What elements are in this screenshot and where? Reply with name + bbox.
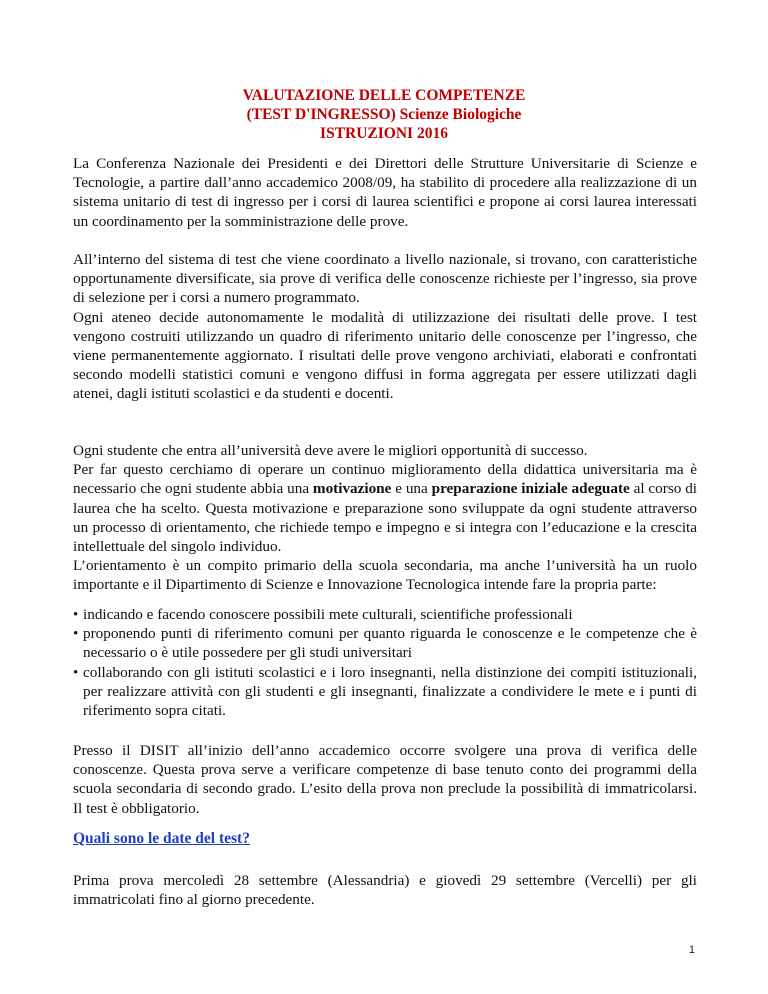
list-item xyxy=(73,605,697,624)
bullet-list xyxy=(73,605,697,720)
paragraph-text: L’orientamento è un compito primario della scuola secondaria, ma anche l’università ha un ruolo importante e il Dipartimento di Scienze e Innovazione Tecnologica intende fare la propria parte: xyxy=(73,557,697,594)
text-span: al corso di laurea che ha scelto. Questa motivazione e preparazione sono sviluppate da ogni studente attraverso un processo di orientamento, che richiede tempo e impegno e si integra con l’educazione e la crescita intellettuale del singolo individuo. xyxy=(73,480,698,556)
list-item-text: collaborando con gli istituti scolastici e i loro insegnanti, nella distinzione dei compiti istituzionali, per realizzare attività con gli studenti e gli insegnanti, finalizzate a condividere le mete e i punti di riferimento sopra citati. xyxy=(83,663,697,720)
bullet-icon: • xyxy=(73,606,79,623)
bullet-icon: • xyxy=(73,663,79,681)
list-item-text: proponendo punti di riferimento comuni per quanto riguarda le conoscenze e le competenze che è necessario o è utile possedere per gli studi universitari xyxy=(83,625,697,662)
paragraph-text: Ogni ateneo decide autonomamente le modalità di utilizzazione dei risultati delle prove. I test vengono costruiti utilizzando un quadro di riferimento unitario delle conoscenze per l’ingresso, che viene permanentemente aggiornato. I risultati delle prove vengono archiviati, elaborati e confrontati secondo modelli statistici comuni e vengono diffusi in forma aggregata per essere utilizzati dagli atenei, dagli istituti scolastici e da studenti e docenti. xyxy=(73,308,697,403)
bold-motivazione: motivazione xyxy=(312,480,392,498)
page-number: 1 xyxy=(688,944,695,956)
paragraph-dates xyxy=(73,871,697,909)
paragraph-disit xyxy=(73,741,697,818)
title-line-2: (TEST D'INGRESSO) Scienze Biologiche xyxy=(246,106,522,123)
paragraph-text: All’interno del sistema di test che viene coordinato a livello nazionale, si trovano, con caratteristiche opportunamente diversificate, sia prove di verifica delle conoscenze richieste per l’ingresso, sia prove di selezione per i corsi a numero programmato. xyxy=(73,251,697,307)
list-item-text: indicando e facendo conoscere possibili mete culturali, scientifiche professionali xyxy=(83,606,573,623)
bullet-icon: • xyxy=(73,625,79,643)
paragraph-text: Presso il DISIT all’inizio dell’anno accademico occorre svolgere una prova di verifica delle conoscenze. Questa prova serve a verificare competenze di base tenuto conto dei programmi della scuola secondaria di secondo grado. L’esito della prova non preclude la possibilità di immatricolarsi. Il test è obbligatorio. xyxy=(73,742,697,817)
list-item xyxy=(73,624,697,662)
paragraph-system xyxy=(73,250,697,404)
paragraph-text: Prima prova mercoledì 28 settembre (Alessandria) e giovedì 29 settembre (Vercelli) per gli immatricolati fino al giorno precedente. xyxy=(73,872,697,909)
paragraph-text xyxy=(73,460,697,556)
paragraph-text: La Conferenza Nazionale dei Presidenti e dei Direttori delle Strutture Universitarie di Scienze e Tecnologie, a partire dall’anno accademico 2008/09, ha stabilito di procedere alla realizzazione di un sistema unitario di test di ingresso per i corsi di laurea scientifici e propone ai corsi laurea interessati un coordinamento per la somministrazione delle prove. xyxy=(73,155,697,230)
text-span: Per far questo cerchiamo di operare un continuo miglioramento della didattica universitaria ma è necessario che ogni studente abbia una xyxy=(73,461,697,498)
paragraph-intro xyxy=(73,154,697,231)
paragraph-orientation xyxy=(73,556,697,594)
list-item xyxy=(73,663,697,721)
bold-preparazione: preparazione iniziale adeguate xyxy=(431,480,630,498)
paragraph-students xyxy=(73,441,697,556)
paragraph-text: Ogni studente che entra all’università deve avere le migliori opportunità di successo. xyxy=(73,442,588,459)
dates-heading-link[interactable]: Quali sono le date del test? xyxy=(73,830,250,847)
title-line-1: VALUTAZIONE DELLE COMPETENZE xyxy=(242,87,526,104)
document-title xyxy=(0,86,768,143)
title-line-3: ISTRUZIONI 2016 xyxy=(320,125,448,142)
text-span: e una xyxy=(391,480,432,498)
